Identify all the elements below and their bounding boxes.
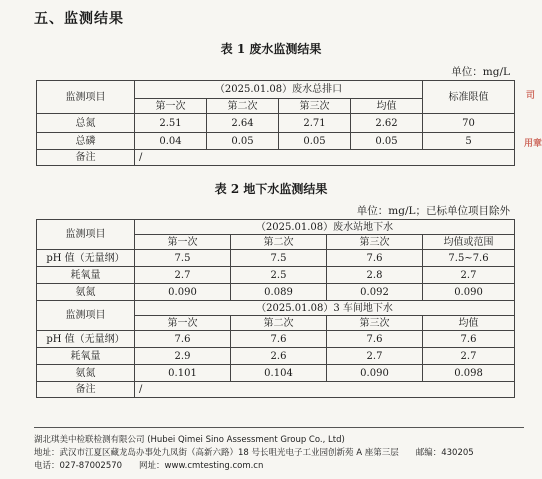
table2-header-item-2: 监测项目 (37, 301, 135, 331)
table1-col: 均值 (351, 99, 423, 114)
cell: 7.5 (231, 250, 327, 267)
cell: 2.9 (135, 348, 231, 365)
table-row (37, 331, 515, 348)
cell: 0.089 (231, 284, 327, 301)
table1-header-item: 监测项目 (37, 81, 135, 114)
footer-address: 地址：武汉市江夏区藏龙岛办事处九凤街（高新六路）18 号长咀光电子工业园创新苑 A 座第三层 邮编：430205 (34, 448, 474, 458)
cell: 7.6 (135, 331, 231, 348)
remark-label: 备注 (37, 150, 135, 166)
table1-col: 第三次 (279, 99, 351, 114)
table-row (37, 250, 515, 267)
cell: 0.101 (135, 365, 231, 382)
cell: 2.7 (423, 267, 515, 284)
cell: 2.7 (327, 348, 423, 365)
cell-std: 70 (423, 114, 515, 133)
cell: 7.5~7.6 (423, 250, 515, 267)
cell: 0.05 (351, 133, 423, 150)
table2-group1-point: （2025.01.08）废水站地下水 (135, 220, 515, 235)
table2-col: 第二次 (231, 235, 327, 250)
row-name: 总氮 (37, 114, 135, 133)
row-name: 耗氧量 (37, 348, 135, 365)
table2-unit: 单位：mg/L；已标单位项目除外 (356, 205, 510, 217)
table-row (37, 348, 515, 365)
table1-title: 表 1 废水监测结果 (220, 42, 322, 56)
seal-stamp-fragment: 用章 (524, 139, 542, 149)
cell: 7.6 (327, 250, 423, 267)
cell: 2.71 (279, 114, 351, 133)
remark-value: / (135, 150, 515, 166)
table2-title: 表 2 地下水监测结果 (214, 182, 328, 196)
table-row (37, 114, 515, 133)
cell: 2.8 (327, 267, 423, 284)
cell: 2.64 (207, 114, 279, 133)
cell: 7.5 (135, 250, 231, 267)
cell: 0.090 (327, 365, 423, 382)
footer-divider (34, 427, 524, 428)
table1 (36, 80, 515, 166)
cell: 0.05 (279, 133, 351, 150)
table-row (37, 284, 515, 301)
remark-row (37, 150, 515, 166)
cell: 0.092 (327, 284, 423, 301)
cell: 2.5 (231, 267, 327, 284)
table2-col: 第一次 (135, 316, 231, 331)
cell: 0.104 (231, 365, 327, 382)
section-title: 五、监测结果 (34, 11, 124, 27)
table2-col: 均值或范围 (423, 235, 515, 250)
cell: 0.05 (207, 133, 279, 150)
table2-col: 第二次 (231, 316, 327, 331)
row-name: pH 值（无量纲） (37, 250, 135, 267)
seal-stamp-fragment: 司 (526, 91, 536, 101)
row-name: 总磷 (37, 133, 135, 150)
remark-label: 备注 (37, 382, 135, 398)
cell: 0.090 (135, 284, 231, 301)
cell: 0.098 (423, 365, 515, 382)
table2 (36, 219, 515, 398)
table-row (37, 365, 515, 382)
remark-value: / (135, 382, 515, 398)
footer-company: 湖北琪美中检联检测有限公司 (Hubei Qimei Sino Assessment Group Co., Ltd) (34, 435, 345, 445)
table-row (37, 267, 515, 284)
table2-group2-point: （2025.01.08）3 车间地下水 (135, 301, 515, 316)
footer-phone-web: 电话：027-87002570 网址：www.cmtesting.com.cn (34, 461, 264, 471)
remark-row (37, 382, 515, 398)
table1-col: 第一次 (135, 99, 207, 114)
cell: 2.7 (135, 267, 231, 284)
row-name: 耗氧量 (37, 267, 135, 284)
cell: 7.6 (327, 331, 423, 348)
table-row (37, 133, 515, 150)
table2-col: 第三次 (327, 235, 423, 250)
table2-col: 第三次 (327, 316, 423, 331)
row-name: 氨氮 (37, 284, 135, 301)
table2-col: 第一次 (135, 235, 231, 250)
table2-col: 均值 (423, 316, 515, 331)
row-name: 氨氮 (37, 365, 135, 382)
row-name: pH 值（无量纲） (37, 331, 135, 348)
table1-header-point: （2025.01.08）废水总排口 (135, 81, 423, 99)
cell: 0.04 (135, 133, 207, 150)
table1-col: 第二次 (207, 99, 279, 114)
table1-header-std: 标准限值 (423, 81, 515, 114)
cell: 7.6 (423, 331, 515, 348)
cell: 2.7 (423, 348, 515, 365)
table2-header-item: 监测项目 (37, 220, 135, 250)
cell: 2.51 (135, 114, 207, 133)
table1-unit: 单位：mg/L (451, 66, 510, 78)
cell: 2.6 (231, 348, 327, 365)
cell: 7.6 (231, 331, 327, 348)
cell: 2.62 (351, 114, 423, 133)
cell-std: 5 (423, 133, 515, 150)
cell: 0.090 (423, 284, 515, 301)
